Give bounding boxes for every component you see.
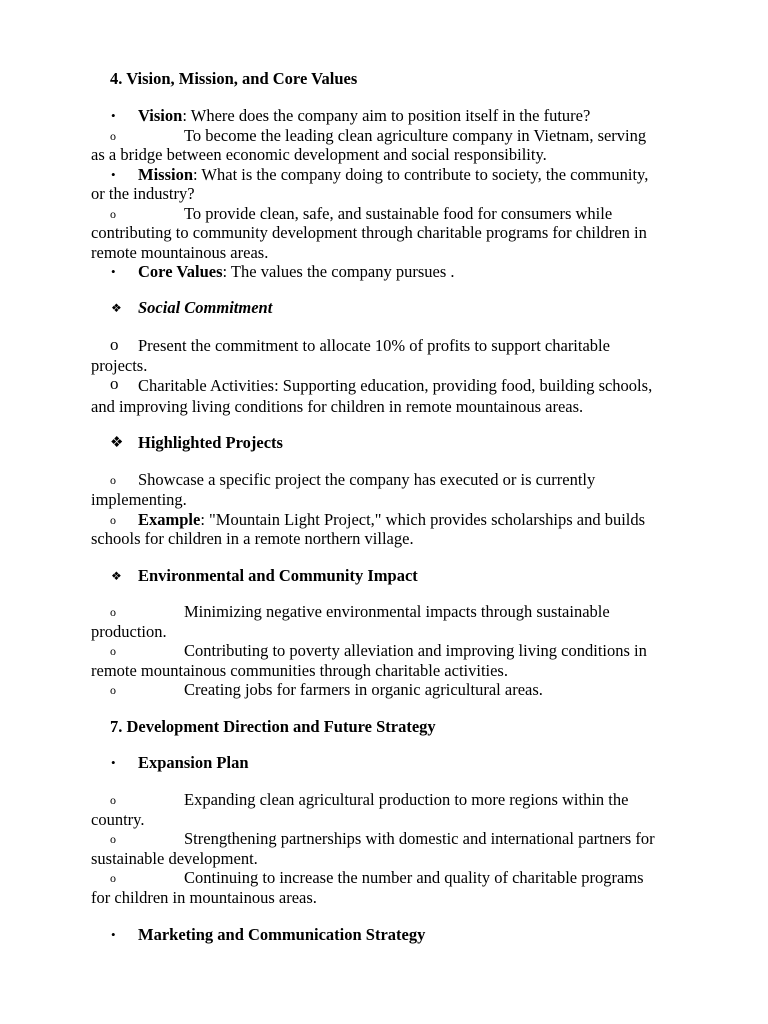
- social-item-2-line-2: and improving living conditions for children in remote mountainous areas.: [91, 397, 584, 416]
- vision-label: Vision: [138, 106, 183, 125]
- bullet-circle-icon: o: [110, 374, 119, 393]
- bullet-circle-icon: o: [110, 793, 116, 807]
- example-text: : "Mountain Light Project," which provides scholarships and builds: [200, 510, 646, 529]
- example-label: Example: [138, 510, 201, 529]
- diamond-bullet-icon: ❖: [111, 301, 122, 315]
- bullet-disc-icon: •: [111, 108, 116, 123]
- bullet-circle-icon: o: [110, 513, 116, 527]
- env-item-2-line-1: Contributing to poverty alleviation and improving living conditions in: [184, 641, 647, 660]
- core-values-label: Core Values: [138, 262, 223, 281]
- expansion-item-3-line-1: Continuing to increase the number and quality of charitable programs: [184, 868, 644, 887]
- bullet-circle-icon: o: [110, 129, 116, 143]
- core-values-line: [138, 262, 455, 282]
- vision-question: [138, 106, 590, 126]
- social-item-1-line-2: projects.: [91, 356, 148, 375]
- mission-question: [138, 165, 648, 185]
- bullet-disc-icon: •: [111, 755, 116, 770]
- social-item-2-line-1: Charitable Activities: Supporting education, providing food, building schools,: [138, 376, 653, 395]
- bullet-circle-icon: o: [110, 871, 116, 885]
- bullet-circle-icon: o: [110, 605, 116, 619]
- env-item-3-line-1: Creating jobs for farmers in organic agricultural areas.: [184, 680, 543, 699]
- projects-example-line-1: [138, 510, 645, 530]
- vision-question-text: : Where does the company aim to position itself in the future?: [182, 106, 591, 125]
- mission-answer-line-2: contributing to community development through charitable programs for children in: [91, 223, 647, 242]
- bullet-disc-icon: •: [111, 927, 116, 942]
- expansion-item-1-line-1: Expanding clean agricultural production to more regions within the: [184, 790, 629, 809]
- section-7-heading: 7. Development Direction and Future Strategy: [110, 717, 436, 736]
- social-item-1-line-1: Present the commitment to allocate 10% of profits to support charitable: [138, 336, 610, 355]
- mission-answer-line-3: remote mountainous areas.: [91, 243, 269, 262]
- environmental-impact-heading: Environmental and Community Impact: [138, 566, 418, 585]
- projects-example-line-2: schools for children in a remote northern village.: [91, 529, 414, 548]
- mission-answer-line-1: To provide clean, safe, and sustainable food for consumers while: [184, 204, 613, 223]
- bullet-disc-icon: •: [111, 264, 116, 279]
- diamond-bullet-icon: ❖: [111, 569, 122, 583]
- projects-item-1-line-2: implementing.: [91, 490, 187, 509]
- env-item-2-line-2: remote mountainous communities through charitable activities.: [91, 661, 508, 680]
- diamond-bullet-icon: ❖: [110, 435, 124, 451]
- vision-answer-line-2: as a bridge between economic development and social responsibility.: [91, 145, 547, 164]
- expansion-item-2-line-1: Strengthening partnerships with domestic and international partners for: [184, 829, 655, 848]
- vision-answer-line-1: To become the leading clean agriculture company in Vietnam, serving: [184, 126, 647, 145]
- env-item-1-line-2: production.: [91, 622, 167, 641]
- expansion-item-2-line-2: sustainable development.: [91, 849, 258, 868]
- expansion-item-1-line-2: country.: [91, 810, 145, 829]
- bullet-disc-icon: •: [111, 167, 116, 182]
- section-4-heading: 4. Vision, Mission, and Core Values: [110, 69, 358, 88]
- bullet-circle-icon: o: [110, 832, 116, 846]
- mission-question-text: : What is the company doing to contribute to society, the community,: [193, 165, 649, 184]
- marketing-strategy-heading: Marketing and Communication Strategy: [138, 925, 426, 944]
- social-commitment-heading: Social Commitment: [138, 298, 273, 317]
- expansion-item-3-line-2: for children in mountainous areas.: [91, 888, 317, 907]
- projects-item-1-line-1: Showcase a specific project the company has executed or is currently: [138, 470, 596, 489]
- mission-label: Mission: [138, 165, 194, 184]
- env-item-1-line-1: Minimizing negative environmental impacts through sustainable: [184, 602, 610, 621]
- highlighted-projects-heading: Highlighted Projects: [138, 433, 283, 452]
- bullet-circle-icon: o: [110, 473, 116, 487]
- bullet-circle-icon: o: [110, 683, 116, 697]
- bullet-circle-icon: o: [110, 644, 116, 658]
- bullet-circle-icon: o: [110, 207, 116, 221]
- expansion-plan-heading: Expansion Plan: [138, 753, 249, 772]
- bullet-circle-icon: o: [110, 335, 119, 354]
- mission-question-line-2: or the industry?: [91, 184, 195, 203]
- core-values-text: : The values the company pursues .: [222, 262, 455, 281]
